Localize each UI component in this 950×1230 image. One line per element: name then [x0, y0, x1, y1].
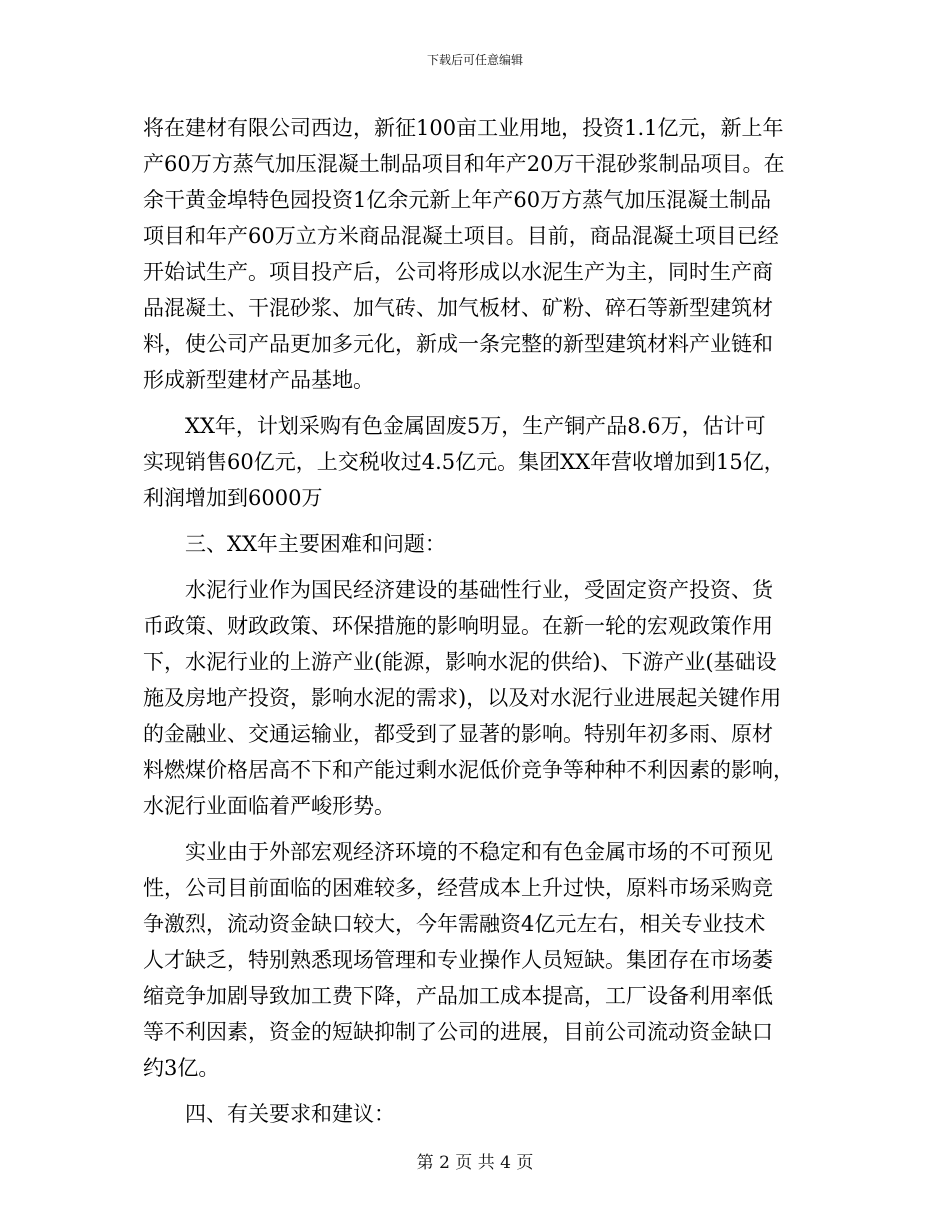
text-line: XX年，计划采购有色金属固废5万，生产铜产品8.6万，估计可 [185, 414, 766, 438]
text-line: 等不利因素，资金的短缺抑制了公司的进展，目前公司流动资金缺口 [143, 1020, 773, 1044]
text-line: 币政策、财政政策、环保措施的影响明显。在新一轮的宏观政策作用 [143, 614, 773, 638]
text-line: 人才缺乏，特别熟悉现场管理和专业操作人员短缺。集团存在市场萎 [143, 948, 773, 972]
text-line: 争激烈，流动资金缺口较大，今年需融资4亿元左右，相关专业技术 [143, 912, 766, 936]
section-heading-difficulties: 三、XX年主要困难和问题： [185, 532, 446, 556]
text-line: 缩竞争加剧导致加工费下降，产品加工成本提高，工厂设备利用率低 [143, 984, 773, 1008]
paragraph-project-expansion [143, 110, 809, 398]
text-line: 品混凝土、干混砂浆、加气砖、加气板材、矿粉、碎石等新型建筑材 [143, 296, 773, 320]
paragraph-company-difficulties [143, 834, 809, 1086]
text-line: 料燃煤价格居高不下和产能过剩水泥低价竞争等种种不利因素的影响， [143, 758, 794, 782]
section-heading-suggestions: 四、有关要求和建议： [185, 1102, 395, 1126]
text-line: 水泥行业面临着严峻形势。 [143, 794, 395, 818]
text-line: 料，使公司产品更加多元化，新成一条完整的新型建筑材料产业链和 [143, 332, 773, 356]
text-line: 项目和年产60万立方米商品混凝土项目。目前，商品混凝土项目已经 [143, 224, 779, 248]
text-line: 实业由于外部宏观经济环境的不稳定和有色金属市场的不可预见 [185, 840, 773, 864]
text-line: 将在建材有限公司西边，新征100亩工业用地，投资1.1亿元，新上年 [143, 116, 784, 140]
text-line: 施及房地产投资，影响水泥的需求)，以及对水泥行业进展起关键作用 [143, 686, 782, 710]
page-number: 第 2 页 共 4 页 [416, 1153, 534, 1173]
text-line: 下，水泥行业的上游产业(能源，影响水泥的供给)、下游产业(基础设 [143, 650, 777, 674]
paragraph-sales-plan [143, 408, 809, 516]
text-line: 实现销售60亿元，上交税收过4.5亿元。集团XX年营收增加到15亿， [143, 450, 785, 474]
text-line: 形成新型建材产品基地。 [143, 368, 374, 392]
paragraph-cement-industry [143, 572, 809, 824]
document-body [143, 110, 809, 1132]
page-header: 下载后可任意编辑 [426, 53, 523, 67]
text-line: 性，公司目前面临的困难较多，经营成本上升过快，原料市场采购竞 [143, 876, 773, 900]
text-line: 产60万方蒸气加压混凝土制品项目和年产20万干混砂浆制品项目。在 [143, 152, 785, 176]
text-line: 水泥行业作为国民经济建设的基础性行业，受固定资产投资、货 [185, 578, 773, 602]
text-line: 约3亿。 [143, 1056, 220, 1080]
text-line: 利润增加到6000万 [143, 486, 323, 510]
text-line: 的金融业、交通运输业，都受到了显著的影响。特别年初多雨、原材 [143, 722, 773, 746]
text-line: 余干黄金埠特色园投资1亿余元新上年产60万方蒸气加压混凝土制品 [143, 188, 772, 212]
text-line: 开始试生产。项目投产后，公司将形成以水泥生产为主，同时生产商 [143, 260, 773, 284]
